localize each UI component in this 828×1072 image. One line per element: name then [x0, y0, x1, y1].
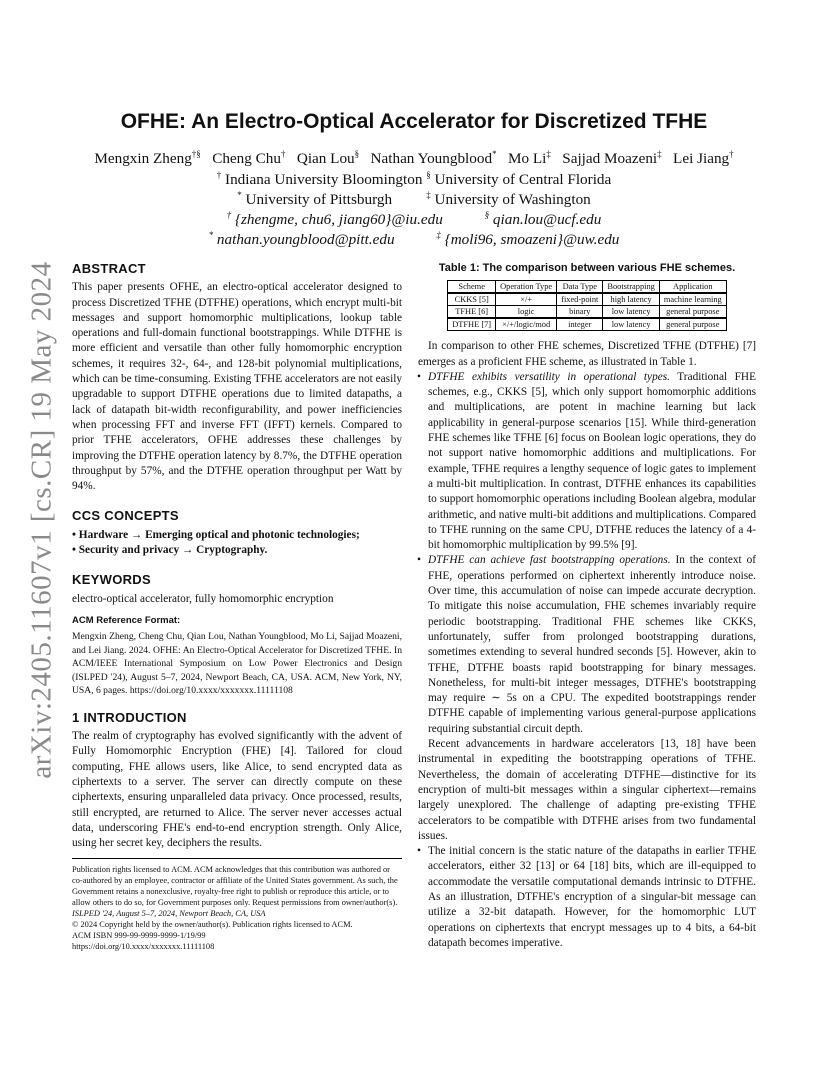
table-cell: logic	[496, 306, 557, 319]
table-cell: CKKS [5]	[448, 293, 496, 306]
abstract-heading: ABSTRACT	[72, 261, 146, 276]
table-cell: fixed-point	[557, 293, 603, 306]
affiliation-line-1: † Indiana University Bloomington § University of Central Florida	[216, 169, 612, 188]
footnote-isbn: ACM ISBN 999-99-9999-9999-1/19/99	[72, 931, 206, 940]
table-cell: general purpose	[659, 306, 726, 319]
footnote	[72, 858, 402, 952]
email-line-1: † {zhengme, chu6, jiang60}@iu.edu § qian.lou@ucf.edu	[226, 209, 602, 228]
author-list	[72, 150, 756, 168]
author: Lei Jiang†	[673, 148, 734, 167]
author: Sajjad Moazeni‡	[562, 148, 662, 167]
table-row	[448, 306, 727, 319]
table-header-cell: Bootstrapping	[603, 281, 659, 294]
author: Cheng Chu†	[212, 148, 286, 167]
table-header-cell: Data Type	[557, 281, 603, 294]
table-cell: low latency	[603, 306, 659, 319]
paper-title: OFHE: An Electro-Optical Accelerator for Discretized TFHE	[120, 110, 708, 133]
arxiv-stamp-text: arXiv:2405.11607v1 [cs.CR] 19 May 2024	[25, 261, 58, 779]
abstract-text: This paper presents OFHE, an electro-optical accelerator designed to process Discretized TFHE (DTFHE) operations, which encrypt multi-bit messages and support homomorphic multiplications, lookup table operations and full-domain functional bootstrappings. While DTFHE is more efficient and versatile than other fully homomorphic encryption schemes, it requires 32-, 64-, and 128-bit polynomial multiplications, which can be time-consuming. Existing TFHE accelerators are not easily upgradable to support DTFHE operations due to limited datapaths, a lack of datapath bit-width reconfigurability, and power inefficiencies when processing FFT and inverse FFT (IFFT) kernels. Compared to prior TFHE accelerators, OFHE addresses these challenges by improving the DTFHE operation latency by 8.7%, the DTFHE operation throughput by 57%, and the DTFHE operation throughput per Watt by 94%.	[72, 281, 402, 493]
introduction-heading: 1 INTRODUCTION	[72, 709, 187, 725]
table-header-cell: Scheme	[448, 281, 496, 294]
table-cell: ×/+/logic/mod	[496, 318, 557, 331]
keywords-heading: KEYWORDS	[72, 572, 151, 588]
author: Mo Li‡	[507, 148, 551, 167]
author: Mengxin Zheng†§	[94, 148, 201, 167]
author: Nathan Youngblood*	[370, 148, 497, 167]
footnote-rights: Publication rights licensed to ACM. ACM acknowledges that this contribution was authored or co-authored by an employee, contractor or affiliate of the United States government. As such, the Government retains a nonexclusive, royalty-free right to publish or reproduce this article, or to allow others to do so, for Government purposes only. Request permissions from owner/author(s).	[72, 865, 398, 907]
bullet-list-2	[418, 844, 756, 951]
right-paragraph-1: In comparison to other FHE schemes, Discretized TFHE (DTFHE) [7] emerges as a proficient FHE scheme, as illustrated in Table 1.	[418, 340, 756, 368]
footnote-copyright: © 2024 Copyright held by the owner/author(s). Publication rights licensed to ACM.	[72, 920, 353, 929]
reference-format-heading: ACM Reference Format:	[72, 614, 181, 626]
table-cell: TFHE [6]	[448, 306, 496, 319]
right-paragraph-2: Recent advancements in hardware accelerators [13, 18] have been instrumental in expediting the bootstrapping operations of TFHE. Nevertheless, the domain of accelerating DTFHE—distinctive for its encryption of multi-bit messages within a singular ciphertext—remains largely unexplored. The challenge of adapting pre-existing TFHE accelerators to be compatible with DTFHE arises from two fundamental issues.	[418, 738, 756, 842]
bullet-list-1	[418, 370, 756, 737]
keywords-text: electro-optical accelerator, fully homomorphic encryption	[72, 592, 334, 605]
footnote-doi: https://doi.org/10.xxxx/xxxxxxx.11111108	[72, 942, 215, 951]
table-cell: ×/+	[496, 293, 557, 306]
table-cell: DTFHE [7]	[448, 318, 496, 331]
author: Qian Lou§	[296, 148, 360, 167]
ccs-line-2: • Security and privacy → Cryptography.	[72, 544, 268, 557]
list-item: • DTFHE exhibits versatility in operational types. Traditional FHE schemes, e.g., CKKS [5], which only support homomorphic additions and multiplications, are potent in machine learning but lack applicability in general-purpose scenarios [15]. While third-generation FHE schemes like TFHE [6] focus on Boolean logic operations, they do not support native homomorphic additions and multiplications. For example, TFHE requires a lengthy sequence of logic gates to implement a multi-bit multiplication. In contrast, DTFHE enhances its capabilities to support homomorphic operations including Boolean algebra, modular arithmetic, and native multi-bit additions and multiplications. Compared to TFHE running on the same CPU, DTFHE reduces the latency of a 4-bit homomorphic multiplication by 99.5% [9].	[428, 370, 756, 554]
table-row	[448, 293, 727, 306]
list-item: • DTFHE can achieve fast bootstrapping operations. In the context of FHE, operations performed on ciphertext inherently introduce noise. Over time, this accumulation of noise can impede accurate decryption. To mitigate this noise accumulation, FHE schemes invariably require periodic bootstrapping. Traditional FHE schemes like CKKS, unfortunately, suffer from prolonged bootstrapping durations, sometimes extending to several hundred seconds [5]. However, akin to TFHE, DTFHE boasts rapid bootstrapping for binary messages. Nonetheless, for multi-bit integer messages, DTFHE's bootstrapping may require ∼ 5s on a CPU. The expedited bootstrappings render DTFHE capable of implementing various general-purpose applications requiring substantial circuit depth.	[428, 553, 756, 737]
arxiv-stamp	[22, 261, 62, 779]
table-header-cell: Operation Type	[496, 281, 557, 294]
right-column	[418, 261, 756, 951]
ccs-line-1: • Hardware → Emerging optical and photonic technologies;	[72, 528, 360, 541]
introduction-paragraph: The realm of cryptography has evolved significantly with the advent of Fully Homomorphic Encryption (FHE) [4]. Tailored for cloud computing, FHE allows users, like Alice, to send encrypted data as ciphertexts to a server. The server can directly compute on these ciphertexts, ensuring unparalleled data privacy. Once processed, results, still encrypted, are returned to Alice. The server never accesses actual data, underscoring FHE's end-to-end encryption strength. Only Alice, using her secret key, deciphers the results.	[72, 730, 402, 850]
footnote-conference: ISLPED '24, August 5–7, 2024, Newport Beach, CA, USA	[72, 909, 266, 918]
reference-format-text: Mengxin Zheng, Cheng Chu, Qian Lou, Nathan Youngblood, Mo Li, Sajjad Moazeni, and Lei Jiang. 2024. OFHE: An Electro-Optical Accelerator for Discretized TFHE. In ACM/IEEE International Symposium on Low Power Electronics and Design (ISLPED '24), August 5–7, 2024, Newport Beach, CA, USA. ACM, New York, NY, USA, 6 pages. https://doi.org/10.xxxx/xxxxxxx.11111108	[72, 631, 402, 697]
left-column	[72, 261, 402, 851]
email-line-2: * nathan.youngblood@pitt.edu ‡ {moli96, smoazeni}@uw.edu	[208, 229, 620, 248]
list-item: • The initial concern is the static nature of the datapaths in earlier TFHE accelerators, either 32 [13] or 64 [18] bits, which are ill-equipped to accommodate the versatile computational demands intrinsic to DTFHE. As an illustration, DTFHE's encryption of a singular-bit message can utilize a 32-bit datapath. However, for the homomorphic LUT operations on ciphertexts that encrypt messages up to 4 bits, a 64-bit datapath becomes imperative.	[428, 844, 756, 951]
table-caption: Table 1: The comparison between various FHE schemes.	[438, 262, 736, 274]
table-cell: integer	[557, 318, 603, 331]
table-cell: binary	[557, 306, 603, 319]
comparison-table	[447, 280, 727, 331]
table-cell: machine learning	[659, 293, 726, 306]
affiliation-line-2: * University of Pittsburgh ‡ University of Washington	[237, 189, 591, 208]
ccs-heading: CCS CONCEPTS	[72, 508, 179, 524]
table-row	[448, 318, 727, 331]
table-header-cell: Application	[659, 281, 726, 294]
table-header-row	[448, 281, 727, 294]
table-cell: high latency	[603, 293, 659, 306]
table-cell: low latency	[603, 318, 659, 331]
table-cell: general purpose	[659, 318, 726, 331]
